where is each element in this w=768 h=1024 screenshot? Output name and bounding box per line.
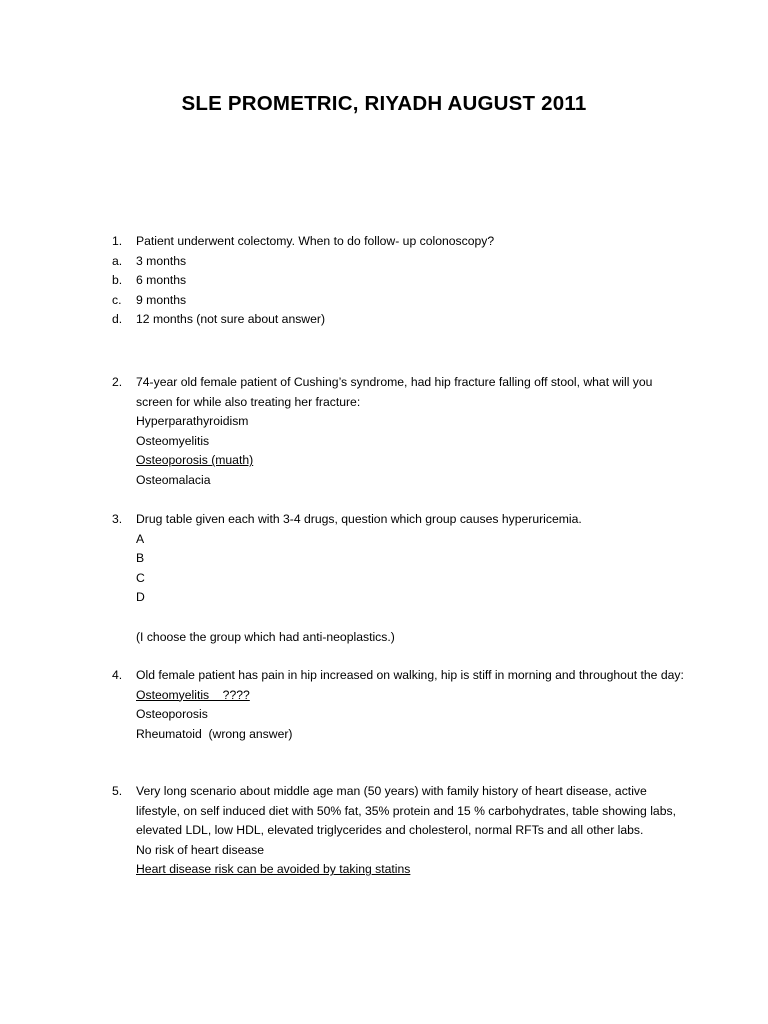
- answer-option: Osteomalacia: [136, 472, 211, 487]
- option-text: 6 months: [136, 273, 187, 288]
- answer-option: Hyperparathyroidism: [136, 414, 249, 429]
- answer-option: [112, 271, 692, 291]
- answer-option-wrapper: [112, 686, 692, 706]
- question-stem: [112, 373, 692, 412]
- option-letter: b.: [112, 273, 123, 288]
- question-1: [112, 232, 692, 330]
- question-2: [112, 373, 692, 491]
- answer-option: C: [136, 570, 145, 585]
- question-number: 1.: [112, 234, 123, 248]
- answer-option: D: [136, 590, 145, 605]
- question-stem: [112, 666, 692, 686]
- answer-option-underlined: Osteomyelitis ????: [136, 687, 250, 702]
- question-text: Old female patient has pain in hip increased on walking, hip is stiff in morning and throughout the day:: [136, 668, 684, 682]
- answer-option: Osteoporosis: [136, 707, 208, 722]
- option-letter: d.: [112, 312, 123, 327]
- question-5: [112, 782, 692, 880]
- question-stem: [112, 232, 692, 252]
- question-stem: [112, 510, 692, 530]
- option-text: 3 months: [136, 253, 187, 268]
- answer-option: Rheumatoid (wrong answer): [136, 726, 293, 741]
- question-text: Very long scenario about middle age man (50 years) with family history of heart disease, active lifestyle, on self induced diet with 50% fat, 35% protein and 15 % carbohydrates, table showing labs, elevated LDL, low HDL, elevated triglycerides and cholesterol, normal RFTs and all other labs.: [136, 784, 676, 838]
- option-text: 12 months (not sure about answer): [136, 312, 326, 327]
- answer-option: B: [136, 551, 145, 566]
- answer-option-wrapper: [112, 860, 692, 880]
- question-text: Drug table given each with 3-4 drugs, question which group causes hyperuricemia.: [136, 512, 582, 526]
- option-letter: c.: [112, 292, 122, 307]
- question-text: 74-year old female patient of Cushing’s syndrome, had hip fracture falling off stool, what will you screen for while also treating her fracture:: [136, 375, 653, 409]
- option-text: 9 months: [136, 292, 187, 307]
- answer-option-underlined: Heart disease risk can be avoided by taking statins: [136, 862, 411, 877]
- answer-option: A: [136, 531, 145, 546]
- answer-option-wrapper: [112, 451, 692, 471]
- page-title: SLE PROMETRIC, RIYADH AUGUST 2011: [181, 92, 587, 115]
- answer-option: [112, 291, 692, 311]
- question-number: 3.: [112, 512, 123, 526]
- answer-option: No risk of heart disease: [136, 842, 265, 857]
- answer-option: [112, 252, 692, 272]
- question-text: Patient underwent colectomy. When to do follow- up colonoscopy?: [136, 234, 495, 248]
- question-number: 2.: [112, 375, 123, 389]
- option-letter: a.: [112, 253, 123, 268]
- question-4: [112, 666, 692, 744]
- question-note: (I choose the group which had anti-neoplastics.): [136, 629, 395, 644]
- question-number: 5.: [112, 784, 123, 798]
- spacer: [112, 608, 692, 628]
- answer-option-underlined: Osteoporosis (muath): [136, 453, 254, 468]
- answer-option: [112, 310, 692, 330]
- question-3: [112, 510, 692, 647]
- answer-option: Osteomyelitis: [136, 433, 210, 448]
- question-number: 4.: [112, 668, 123, 682]
- question-stem: [112, 782, 692, 841]
